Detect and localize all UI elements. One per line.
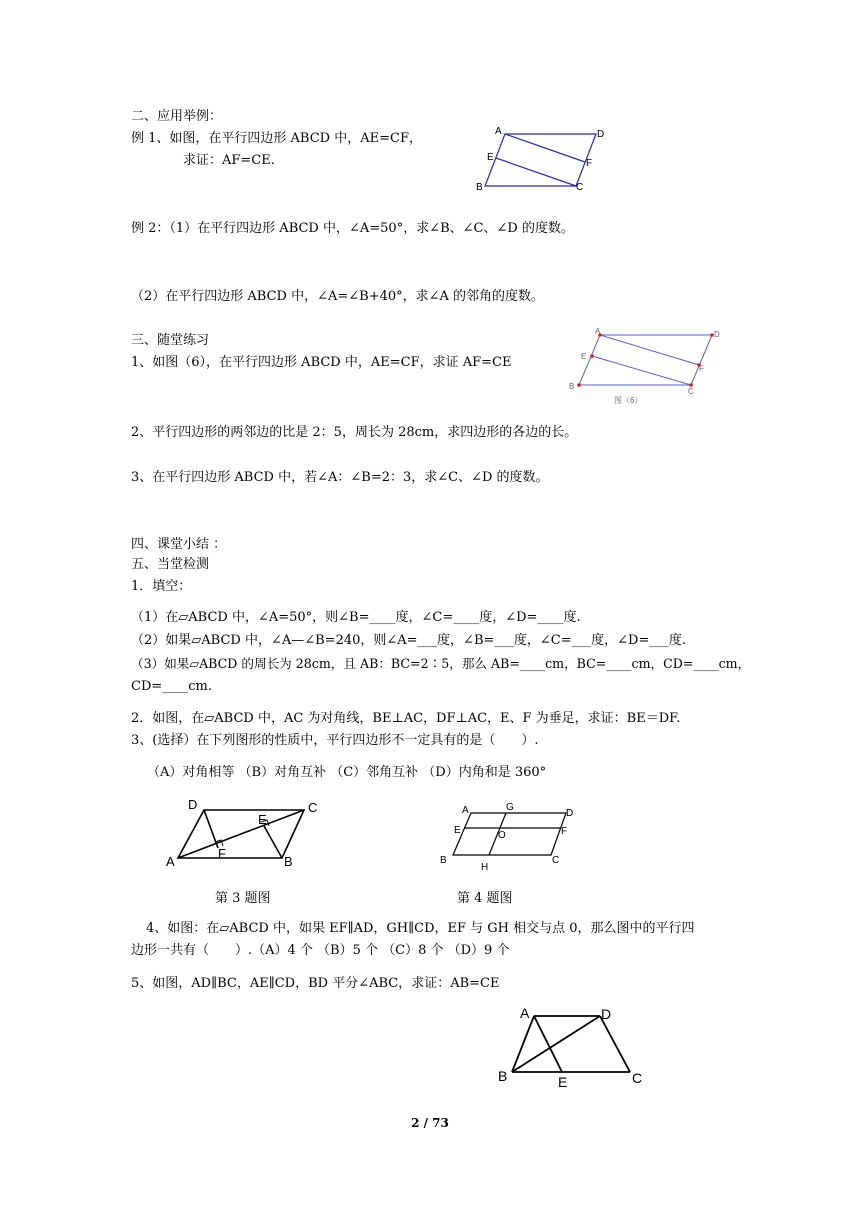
section4-heading: 四、课堂小结 ： <box>131 537 227 552</box>
fig3-label-e: E <box>258 812 267 827</box>
check-q5: 5、如图，AD∥BC，AE∥CD，BD 平分∠ABC，求证：AB=CE <box>131 976 500 991</box>
fig5-label-c: C <box>632 1070 643 1086</box>
check-q2: 2．如图，在▱ABCD 中，AC 为对角线，BE⊥AC，DF⊥AC，E、F 为垂足，求证：BE＝DF. <box>131 711 681 726</box>
fig6-label-d: D <box>714 330 720 339</box>
fig1-label-e: E <box>487 152 494 163</box>
section5-heading: 五、当堂检测 <box>131 557 210 572</box>
fig6-parallelogram <box>579 335 712 385</box>
figure-question4 <box>436 800 586 880</box>
check-q4-line2: 边形一共有（ ）.（A）4 个 （B）5 个 （C）8 个 （D）9 个 <box>131 943 510 958</box>
figure-question5 <box>492 1002 652 1088</box>
fig6-segment-af <box>600 335 699 365</box>
fig3-label-a: A <box>166 854 175 869</box>
fill-item3-line1: （3）如果▱ABCD 的周长为 28cm，且 AB：BC=2∶5，那么 AB=____cm，BC=____cm，CD=____cm， <box>131 656 751 671</box>
check-q3: 3、(选择）在下列图形的性质中，平行四边形不一定具有的是（ ）. <box>131 733 539 748</box>
fig4-label-f: F <box>561 826 568 837</box>
fig4-label-a: A <box>462 805 469 816</box>
fig4-parallelogram <box>453 813 566 855</box>
fig3-segment-be <box>264 826 282 858</box>
fig4-label-b: B <box>440 855 447 866</box>
example2-part1: 例 2：（1）在平行四边形 ABCD 中，∠A=50°，求∠B、∠C、∠D 的度数。 <box>131 221 574 236</box>
fig3-label-c: C <box>308 800 318 815</box>
fig6-label-b: B <box>569 382 575 391</box>
fig1-label-f: F <box>586 158 593 169</box>
fig1-label-a: A <box>495 126 502 137</box>
fig5-label-b: B <box>498 1068 508 1084</box>
figure-6 <box>566 326 726 408</box>
fig6-label-a: A <box>595 327 601 336</box>
fill-item1: （1）在▱ABCD 中，∠A=50°，则∠B=____度，∠C=____度，∠D=____度. <box>131 610 581 625</box>
fig6-label-f: F <box>699 364 704 373</box>
caption-question4: 第 4 题图 <box>457 891 513 906</box>
fig6-caption: 图（6） <box>614 396 643 405</box>
page-number: 2 / 73 <box>411 1116 449 1130</box>
fig1-label-c: C <box>576 182 584 193</box>
fig5-segment-ae <box>534 1016 562 1072</box>
fig6-point-e <box>590 354 594 358</box>
figure-question3 <box>160 796 330 878</box>
fill-title: 1．填空： <box>131 579 192 594</box>
fig1-label-d: D <box>597 129 605 140</box>
example2-part2: （2）在平行四边形 ABCD 中，∠A=∠B+40°，求∠A 的邻角的度数。 <box>131 289 545 304</box>
fill-item2: （2）如果▱ABCD 中，∠A—∠B=240，则∠A=___度，∠B=___度，∠C=___度，∠D=___度. <box>131 633 686 648</box>
check-q3-options: （A）对角相等 （B）对角互补 （C）邻角互补 （D）内角和是 360° <box>147 765 547 780</box>
fig5-label-d: D <box>601 1006 612 1022</box>
caption-question3: 第 3 题图 <box>215 891 271 906</box>
fig1-segment-ec <box>496 158 576 186</box>
fig6-label-c: C <box>688 387 694 396</box>
fig5-label-a: A <box>520 1005 530 1021</box>
fig1-segment-af <box>505 134 585 162</box>
fig6-point-b <box>577 383 581 387</box>
example1-line2: 求证：AF=CE. <box>183 153 275 168</box>
fig5-label-e: E <box>558 1074 568 1088</box>
fig3-label-b: B <box>284 854 293 869</box>
fig3-segment-df <box>204 810 218 848</box>
practice-q2: 2、平行四边形的两邻边的比是 2：5，周长为 28cm，求四边形的各边的长。 <box>131 425 578 440</box>
fig5-segment-ab <box>512 1016 534 1072</box>
section2-heading: 二、应用举例： <box>131 109 223 124</box>
fig5-segment-bd <box>512 1016 600 1072</box>
fill-item3-line2: CD=____cm. <box>131 679 213 694</box>
fig4-label-d: D <box>566 808 574 819</box>
practice-q3: 3、在平行四边形 ABCD 中，若∠A：∠B=2：3，求∠C、∠D 的度数。 <box>131 470 549 485</box>
example1-line1: 例 1、如图，在平行四边形 ABCD 中，AE=CF， <box>131 131 422 146</box>
fig4-label-o: O <box>498 830 506 841</box>
fig1-label-b: B <box>476 182 483 193</box>
fig3-label-f: F <box>218 846 226 861</box>
check-q4-line1: 4、如图：在▱ABCD 中，如果 EF∥AD，GH∥CD，EF 与 GH 相交与点 0，那么图中的平行四 <box>146 921 695 936</box>
fig3-label-d: D <box>188 797 198 812</box>
fig5-segment-dc <box>600 1016 630 1072</box>
fig4-label-g: G <box>506 802 514 813</box>
fig6-label-e: E <box>581 352 587 361</box>
fig6-segment-ec <box>592 356 691 385</box>
figure-example1 <box>472 124 612 194</box>
fig4-label-h: H <box>481 862 489 873</box>
fig4-label-e: E <box>454 825 461 836</box>
fig4-label-c: C <box>552 855 560 866</box>
section3-heading: 三、随堂练习 <box>131 333 210 348</box>
practice-q1: 1、如图（6），在平行四边形 ABCD 中，AE=CF，求证 AF=CE <box>131 355 512 370</box>
